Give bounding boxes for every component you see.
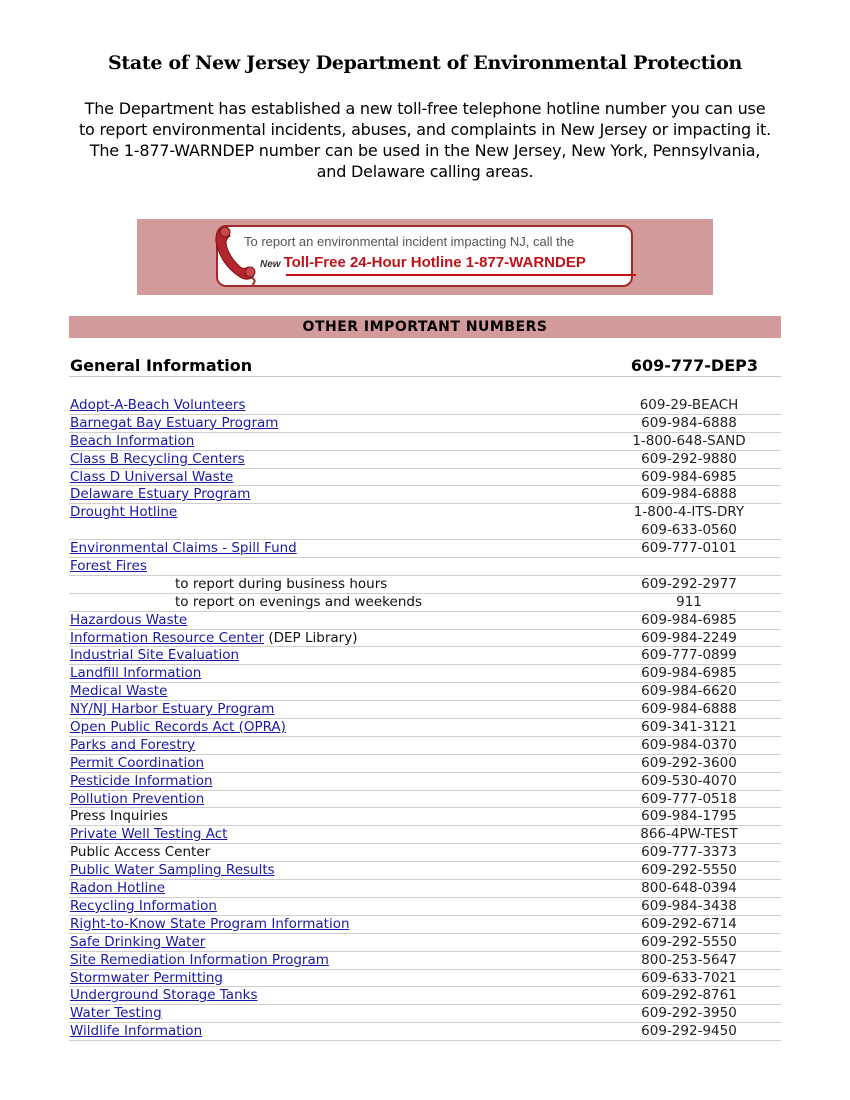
entry-name xyxy=(70,826,227,843)
entry-label: to report during business hours xyxy=(175,575,388,592)
entry-link[interactable]: Private Well Testing Act xyxy=(70,826,228,843)
banner-line1: To report an environmental incident impacting NJ, call the xyxy=(244,234,575,249)
entry-link[interactable]: Industrial Site Evaluation xyxy=(70,647,240,664)
entry-link[interactable]: Environmental Claims - Spill Fund xyxy=(70,540,297,557)
list-item xyxy=(69,522,781,540)
entry-phone: 1-800-648-SAND xyxy=(632,432,746,449)
entry-name xyxy=(70,844,210,861)
entry-label: Press Inquiries xyxy=(70,808,168,825)
entry-name xyxy=(70,415,278,432)
banner-hotline-text: Toll-Free 24-Hour Hotline 1-877-WARNDEP xyxy=(283,254,586,271)
entry-phone: 609-777-0101 xyxy=(641,540,737,557)
entry-name xyxy=(175,594,422,611)
entry-link[interactable]: Barnegat Bay Estuary Program xyxy=(70,414,279,431)
entry-phone: 609-984-6888 xyxy=(641,414,737,431)
list-item xyxy=(69,469,781,487)
entry-link[interactable]: Beach Information xyxy=(70,432,195,449)
entry-link[interactable]: Drought Hotline xyxy=(70,504,178,521)
entry-link[interactable]: Permit Coordination xyxy=(70,754,205,771)
intro-line: The 1-877-WARNDEP number can be used in the New Jersey, New York, Pennsylvania, xyxy=(89,141,761,160)
list-item xyxy=(69,683,781,701)
entry-name xyxy=(70,1023,202,1040)
entry-phone: 609-292-2977 xyxy=(641,575,737,592)
list-item xyxy=(69,844,781,862)
entry-link[interactable]: Stormwater Permitting xyxy=(70,969,223,986)
entry-label: to report on evenings and weekends xyxy=(175,593,422,610)
list-item xyxy=(69,415,781,433)
entry-phone: 609-984-3438 xyxy=(641,897,737,914)
list-item xyxy=(69,451,781,469)
entry-link[interactable]: Underground Storage Tanks xyxy=(70,987,258,1004)
entry-phone: 609-984-2249 xyxy=(641,629,737,646)
entry-name xyxy=(70,987,257,1004)
list-item xyxy=(69,397,781,415)
entry-label: Public Access Center xyxy=(70,844,211,861)
list-item xyxy=(69,647,781,665)
entry-name xyxy=(70,630,357,647)
list-item xyxy=(69,1023,781,1041)
hotline-banner xyxy=(137,219,713,295)
entry-link[interactable]: Pollution Prevention xyxy=(70,790,205,807)
entry-name xyxy=(175,576,387,593)
list-item xyxy=(69,558,781,576)
entry-phone: 866-4PW-TEST xyxy=(640,826,738,843)
entry-link[interactable]: Information Resource Center xyxy=(70,629,265,646)
entry-link[interactable]: Open Public Records Act (OPRA) xyxy=(70,719,286,736)
entry-name xyxy=(70,898,217,915)
list-item xyxy=(69,1005,781,1023)
list-item xyxy=(69,701,781,719)
entry-link[interactable]: Right-to-Know State Program Information xyxy=(70,915,350,932)
list-item xyxy=(69,862,781,880)
entry-name xyxy=(70,451,245,468)
intro-line: and Delaware calling areas. xyxy=(316,162,534,181)
entry-name xyxy=(70,916,350,933)
entry-phone: 609-984-1795 xyxy=(641,808,737,825)
entry-name xyxy=(70,433,194,450)
entry-phone: 609-984-6888 xyxy=(641,486,737,503)
entry-note: (DEP Library) xyxy=(264,629,358,646)
entry-phone: 609-292-5550 xyxy=(641,933,737,950)
list-item xyxy=(69,504,781,522)
entry-name xyxy=(70,665,201,682)
entry-phone: 609-292-3600 xyxy=(641,754,737,771)
entry-phone: 609-777-3373 xyxy=(641,844,737,861)
banner-underline xyxy=(286,274,636,276)
hotline-banner-card xyxy=(216,225,633,287)
list-item xyxy=(69,826,781,844)
entry-link[interactable]: Landfill Information xyxy=(70,665,202,682)
intro-paragraph xyxy=(40,98,810,182)
entry-phone: 1-800-4-ITS-DRY xyxy=(633,504,745,521)
entry-phone: 609-341-3121 xyxy=(641,719,737,736)
entry-name xyxy=(70,558,147,575)
entry-link[interactable]: Adopt-A-Beach Volunteers xyxy=(70,397,246,413)
entry-link[interactable]: Class D Universal Waste xyxy=(70,468,234,485)
entry-link[interactable]: Wildlife Information xyxy=(70,1023,203,1040)
entry-link[interactable]: Forest Fires xyxy=(70,558,147,575)
entry-link[interactable]: Pesticide Information xyxy=(70,772,213,789)
section-header: OTHER IMPORTANT NUMBERS xyxy=(69,316,781,338)
list-item xyxy=(69,612,781,630)
list-item xyxy=(69,755,781,773)
intro-line: The Department has established a new toll-free telephone hotline number you can use xyxy=(84,99,766,118)
entry-phone: 609-292-5550 xyxy=(641,862,737,879)
page-title: State of New Jersey Department of Environmental Protection xyxy=(108,52,742,74)
list-item xyxy=(69,665,781,683)
telephone-handset-icon xyxy=(212,223,258,287)
banner-line2 xyxy=(260,254,586,272)
entry-link[interactable]: Site Remediation Information Program xyxy=(70,951,329,968)
entry-phone: 609-29-BEACH xyxy=(639,397,739,413)
general-information-row xyxy=(69,354,781,377)
entry-phone: 609-984-6888 xyxy=(641,701,737,718)
entry-phone: 609-777-0899 xyxy=(641,647,737,664)
entry-link[interactable]: Parks and Forestry xyxy=(70,736,196,753)
banner-new-label: New xyxy=(260,259,281,270)
list-item xyxy=(69,898,781,916)
list-item xyxy=(69,433,781,451)
entry-phone: 609-984-0370 xyxy=(641,736,737,753)
entry-link[interactable]: Medical Waste xyxy=(70,683,168,700)
entry-link[interactable]: Public Water Sampling Results xyxy=(70,862,275,879)
entry-link[interactable]: Safe Drinking Water xyxy=(70,933,206,950)
entry-phone: 609-633-7021 xyxy=(641,969,737,986)
entry-link[interactable]: Water Testing xyxy=(70,1005,162,1022)
list-item xyxy=(69,773,781,791)
entry-name xyxy=(70,486,250,503)
entry-phone: 609-292-6714 xyxy=(641,915,737,932)
entry-name xyxy=(70,791,204,808)
entry-name xyxy=(70,504,177,521)
entry-link[interactable]: Radon Hotline xyxy=(70,880,166,897)
list-item xyxy=(69,594,781,612)
list-item xyxy=(69,970,781,988)
entry-link[interactable]: NY/NJ Harbor Estuary Program xyxy=(70,701,275,718)
list-item xyxy=(69,791,781,809)
list-item xyxy=(69,719,781,737)
entry-link[interactable]: Delaware Estuary Program xyxy=(70,486,251,503)
entry-name xyxy=(70,683,167,700)
entry-phone: 609-777-0518 xyxy=(641,790,737,807)
entry-phone: 609-984-6985 xyxy=(641,665,737,682)
entry-phone: 800-648-0394 xyxy=(641,880,737,897)
general-information-label: General Information xyxy=(70,356,253,375)
list-item xyxy=(69,916,781,934)
entry-name xyxy=(70,934,205,951)
list-item xyxy=(69,540,781,558)
entry-phone: 609-292-9880 xyxy=(641,450,737,467)
entry-name xyxy=(70,701,274,718)
entry-phone: 609-292-9450 xyxy=(641,1023,737,1040)
list-item xyxy=(69,987,781,1005)
entry-link[interactable]: Class B Recycling Centers xyxy=(70,450,245,467)
list-item xyxy=(69,630,781,648)
entry-name xyxy=(70,737,195,754)
entry-name xyxy=(70,773,213,790)
list-item xyxy=(69,737,781,755)
list-item xyxy=(69,880,781,898)
entry-link[interactable]: Recycling Information xyxy=(70,897,217,914)
entry-name xyxy=(70,540,297,557)
entry-name xyxy=(70,952,329,969)
entry-name xyxy=(70,397,246,414)
list-item xyxy=(69,952,781,970)
entry-name xyxy=(70,469,233,486)
entry-phone: 800-253-5647 xyxy=(641,951,737,968)
entry-phone: 609-984-6985 xyxy=(641,468,737,485)
entry-phone: 609-984-6620 xyxy=(641,683,737,700)
phone-number-list xyxy=(69,397,781,1041)
entry-name xyxy=(70,755,204,772)
entry-name xyxy=(70,808,168,825)
entry-name xyxy=(70,880,165,897)
list-item xyxy=(69,934,781,952)
entry-phone: 911 xyxy=(676,593,702,610)
general-information-phone: 609-777-DEP3 xyxy=(630,356,758,375)
entry-phone: 609-530-4070 xyxy=(641,772,737,789)
entry-phone: 609-292-8761 xyxy=(641,987,737,1004)
entry-name xyxy=(70,719,286,736)
entry-phone: 609-633-0560 xyxy=(641,522,737,539)
intro-line: to report environmental incidents, abuses, and complaints in New Jersey or impacting it. xyxy=(78,120,771,139)
entry-phone: 609-984-6985 xyxy=(641,611,737,628)
list-item xyxy=(69,808,781,826)
list-item xyxy=(69,486,781,504)
entry-name xyxy=(70,647,239,664)
entry-name xyxy=(70,612,187,629)
entry-name xyxy=(70,1005,162,1022)
list-item xyxy=(69,576,781,594)
entry-phone: 609-292-3950 xyxy=(641,1005,737,1022)
entry-name xyxy=(70,862,275,879)
entry-name xyxy=(70,970,223,987)
entry-link[interactable]: Hazardous Waste xyxy=(70,611,188,628)
